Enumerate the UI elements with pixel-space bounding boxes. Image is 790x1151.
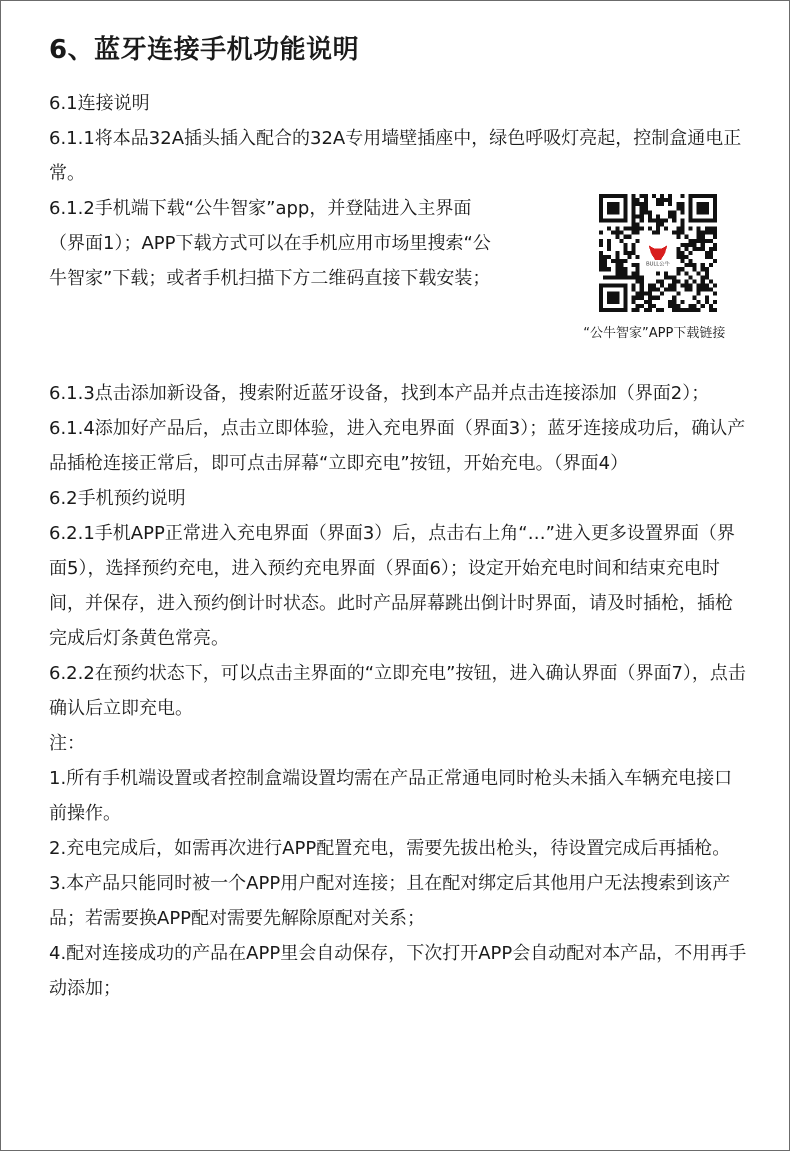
- qr-caption: “公牛智家”APP下载链接: [583, 326, 726, 341]
- subsection-heading-6-1: 6.1连接说明: [49, 93, 150, 114]
- note-item-1: 1.所有手机端设置或者控制盒端设置均需在产品正常通电同时枪头未插入车辆充电接口前操作。: [49, 768, 733, 824]
- paragraph-6-2-2: 6.2.2在预约状态下，可以点击主界面的“立即充电”按钮，进入确认界面（界面7），点击确认后立即充电。: [49, 663, 746, 719]
- qr-download-block: [550, 194, 749, 341]
- note-item-4: 4.配对连接成功的产品在APP里会自动保存，下次打开APP会自动配对本产品，不用再手动添加；: [49, 943, 747, 999]
- manual-section: [49, 30, 749, 1006]
- qr-code-icon[interactable]: [599, 194, 717, 312]
- paragraph-6-1-3: 6.1.3点击添加新设备，搜索附近蓝牙设备，找到本产品并点击连接添加（界面2）；: [49, 383, 710, 404]
- note-label: 注：: [49, 733, 85, 754]
- subsection-heading-6-2: 6.2手机预约说明: [49, 488, 186, 509]
- download-row: [49, 191, 749, 341]
- note-item-3: 3.本产品只能同时被一个APP用户配对连接；且在配对绑定后其他用户无法搜索到该产品；若需要换APP配对需要先解除原配对关系；: [49, 873, 731, 929]
- section-title: 6、蓝牙连接手机功能说明: [49, 35, 360, 65]
- paragraph-6-2-1: 6.2.1手机APP正常进入充电界面（界面3）后，点击右上角“…”进入更多设置界面（界面5），选择预约充电，进入预约充电界面（界面6）；设定开始充电时间和结束充电时间，并保存，进入预约倒计时状态。此时产品屏幕跳出倒计时界面，请及时插枪，插枪完成后灯条黄色常亮。: [49, 523, 735, 649]
- paragraph-6-1-2: 6.1.2手机端下载“公牛智家”app，并登陆进入主界面（界面1）；APP下载方式可以在手机应用市场里搜索“公牛智家”下载；或者手机扫描下方二维码直接下载安装；: [49, 198, 491, 289]
- note-item-2: 2.充电完成后，如需再次进行APP配置充电，需要先拔出枪头，待设置完成后再插枪。: [49, 838, 731, 859]
- qr-logo-text: BULL公牛: [646, 261, 671, 268]
- paragraph-6-1-4: 6.1.4添加好产品后，点击立即体验，进入充电界面（界面3）；蓝牙连接成功后，确认产品插枪连接正常后，即可点击屏幕“立即充电”按钮，开始充电。（界面4）: [49, 418, 746, 474]
- paragraph-6-1-1: 6.1.1将本品32A插头插入配合的32A专用墙壁插座中，绿色呼吸灯亮起，控制盒通电正常。: [49, 128, 742, 184]
